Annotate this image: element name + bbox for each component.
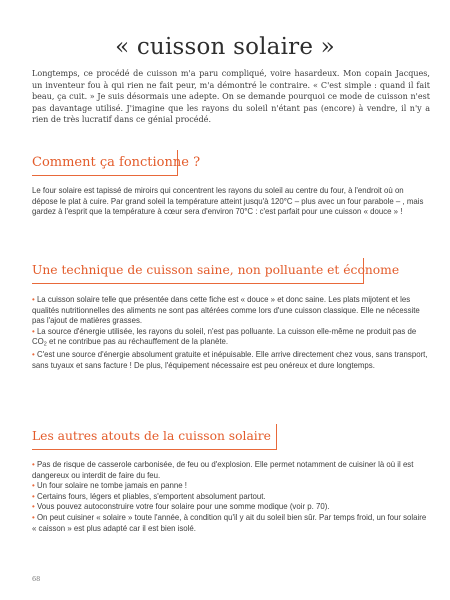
list-item-text: La source d'énergie utilisée, les rayons du soleil, n'est pas polluante. La cuisson elle-même ne produit pas de CO [32,326,417,347]
section3-body [32,460,428,534]
bullet-icon: • [32,502,35,512]
list-item [32,350,428,371]
list-item [32,327,428,351]
section1-text: Le four solaire est tapissé de miroirs qui concentrent les rayons du soleil au centre du four, à l'endroit où on dépose le plat à cuire. Par grand soleil la température atteint jusqu'à 120°C – plus avec un four parabole – , mais gardez à l'esprit que la température à cœur sera d'environ 70°C : c'est parfait pour une cuisson « douce » ! [32,186,424,217]
page-title: « cuisson solaire » [115,34,335,60]
list-item-text: Pas de risque de casserole carbonisée, de feu ou d'explosion. Elle permet notamment de cuisiner là où il est dangereux ou interdit de faire du feu. [32,460,414,480]
bullet-icon: • [32,481,35,491]
section1-heading: Comment ça fonctionne ? [32,155,201,170]
intro-text: Longtemps, ce procédé de cuisson m'a paru compliqué, voire hasardeux. Mon copain Jacques, un inventeur fou à qui rien ne fait peur, m'a démontré le contraire. « C'est simple : quand il fait beau, ça cuit. » Je suis désormais une adepte. On se demande pourquoi ce mode de cuisson n'est pas davantage utilisé. J'imagine que les rayons du soleil n'étant pas (encore) à vendre, il n'y a rien de très lucratif dans ce génial procédé. [32,69,430,125]
list-item-text: On peut cuisiner « solaire » toute l'année, à condition qu'il y ait du soleil bien sûr. Par temps froid, un four solaire « caisson » est plus adapté car il est bien isolé. [32,512,427,533]
list-item-text: Vous pouvez autoconstruire votre four solaire pour une somme modique (voir p. 70). [36,502,330,512]
list-item-text-tail: et ne contribue pas au réchauffement de la planète. [46,337,229,347]
bullet-icon: • [32,491,35,501]
bullet-icon: • [32,326,35,336]
list-item-text: C'est une source d'énergie absolument gratuite et inépuisable. Elle arrive directement chez vous, sans transport, sans tuyaux et sans facture ! De plus, l'équipement nécessaire est peu onéreux et dure longtemps. [32,350,428,371]
list-item-text: La cuisson solaire telle que présentée dans cette fiche est « douce » et donc saine. Les plats mijotent et les qualités nutritionnelles des aliments ne sont pas altérées comme lors d'une cuisson classique. Elle ne nécessite pas l'ajout de matières grasses. [32,295,420,326]
bullet-icon: • [32,512,35,522]
list-item-text: Un four solaire ne tombe jamais en panne ! [36,481,187,491]
section2-body [32,295,428,372]
section3-heading: Les autres atouts de la cuisson solaire [32,429,271,443]
list-item [32,502,428,513]
page-number: 68 [32,575,41,583]
bullet-icon: • [32,460,35,469]
subscript: 2 [43,341,47,348]
list-item [32,492,428,503]
list-item [32,460,428,481]
bullet-icon: • [32,350,35,360]
list-item [32,513,428,534]
intro-paragraph [32,68,430,126]
list-item [32,481,428,492]
bullet-icon: • [32,295,35,304]
section1-body [32,186,428,218]
list-item [32,295,428,327]
section2-heading: Une technique de cuisson saine, non polluante et économe [32,263,400,277]
list-item-text: Certains fours, légers et pliables, s'emportent absolument partout. [36,491,266,501]
